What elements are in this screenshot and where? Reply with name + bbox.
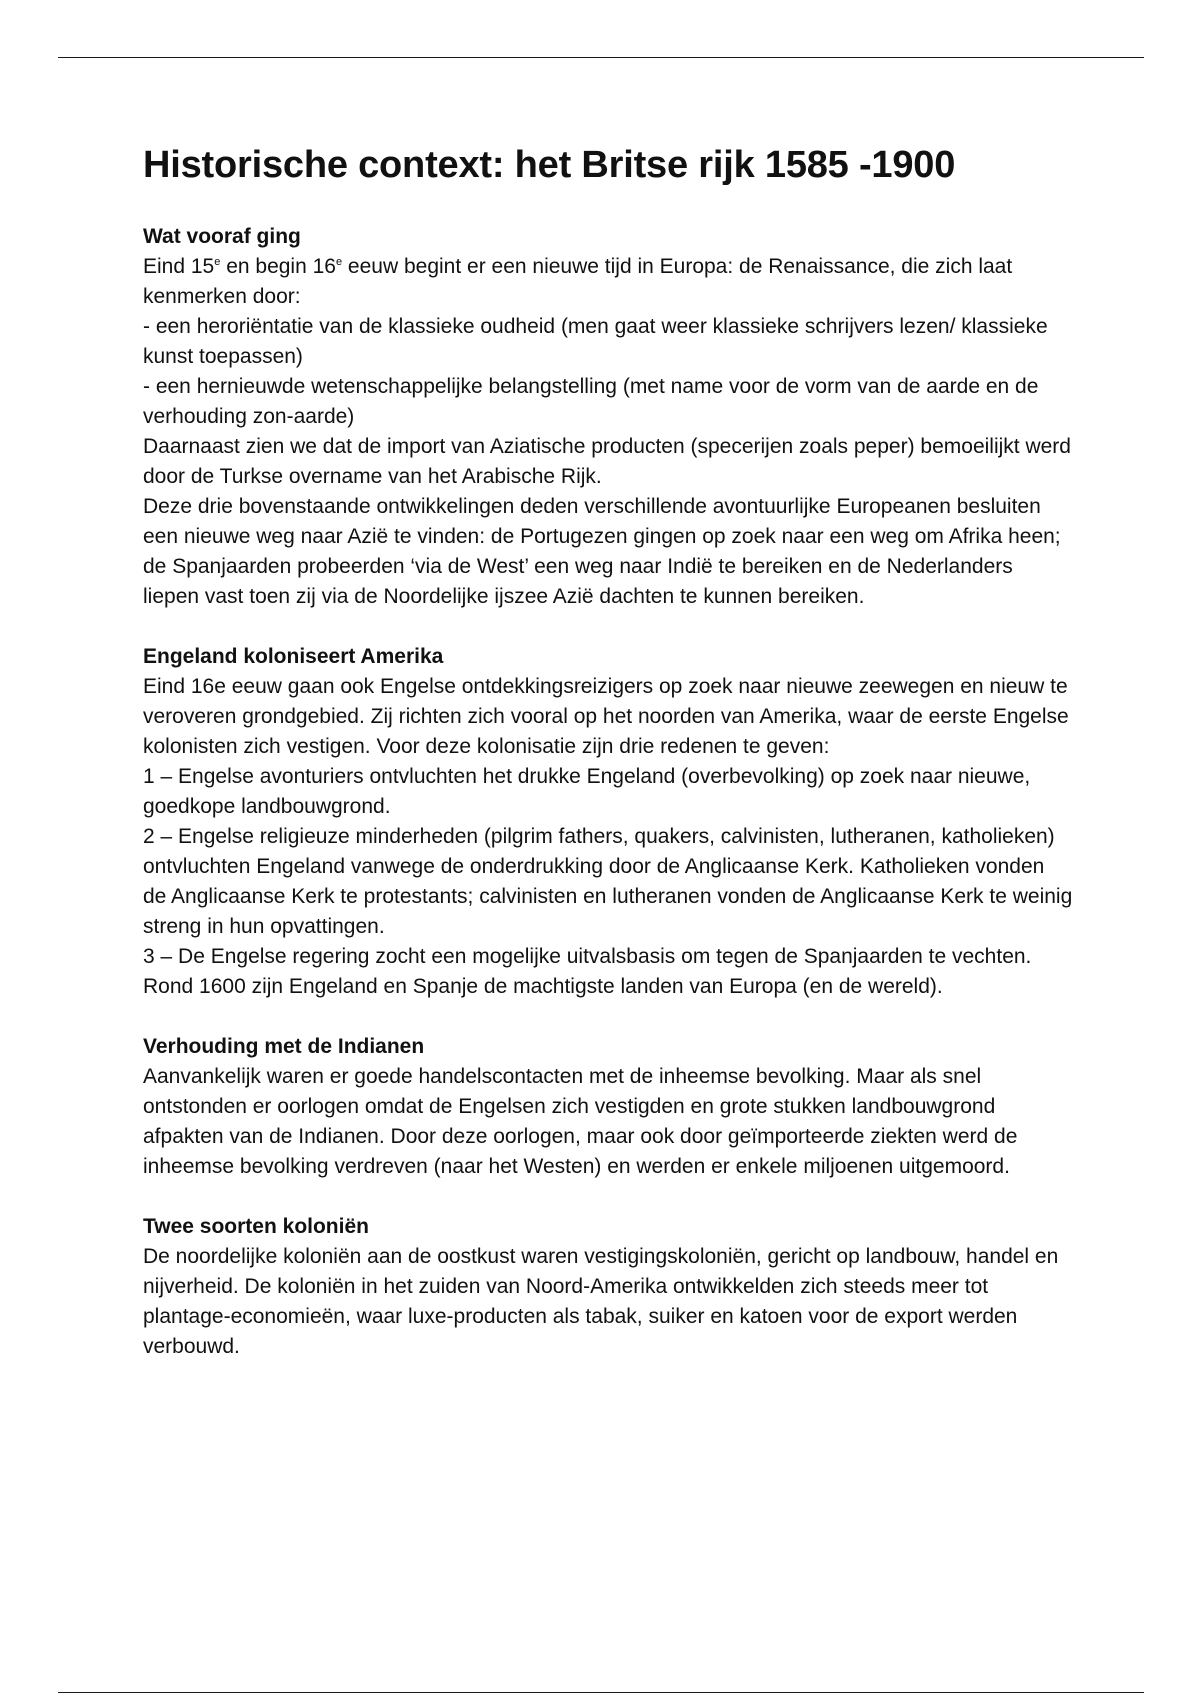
section-heading: Verhouding met de Indianen [143, 1035, 425, 1058]
section-twee-soorten-kolonien [143, 1212, 1073, 1362]
paragraph: Aanvankelijk waren er goede handelscontacten met de inheemse bevolking. Maar als snel ontstonden er oorlogen omdat de Engelsen zich vestigden en grote stukken landbouwgrond afpakten van de Indianen. Door deze oorlogen, maar ook door geïmporteerde ziekten werd de inheemse bevolking verdreven (naar het Westen) en werden er enkele miljoenen uitgemoord. [143, 1065, 1018, 1178]
document-body [143, 140, 1073, 1392]
paragraph: Deze drie bovenstaande ontwikkelingen deden verschillende avontuurlijke Europeanen besluiten een nieuwe weg naar Azië te vinden: de Portugezen gingen op zoek naar een weg om Afrika heen; de Spanjaarden probeerden ‘via de West’ een weg naar Indië te bereiken en de Nederlanders liepen vast toen zij via de Noordelijke ijszee Azië dachten te kunnen bereiken. [143, 495, 1061, 608]
paragraph: 3 – De Engelse regering zocht een mogelijke uitvalsbasis om tegen de Spanjaarden te vechten. Rond 1600 zijn Engeland en Spanje de machtigste landen van Europa (en de wereld). [143, 945, 1032, 998]
section-heading: Wat vooraf ging [143, 225, 301, 248]
section-engeland-koloniseert-amerika [143, 642, 1073, 1002]
top-divider [58, 57, 1144, 58]
bottom-divider [58, 1692, 1144, 1693]
section-verhouding-met-de-indianen [143, 1032, 1073, 1182]
text-segment: eeuw begint er een nieuwe tijd in Europa: de Renaissance, die zich laat kenmerken door: [143, 255, 1013, 308]
text-segment: Eind 15 [143, 255, 215, 278]
section-heading: Twee soorten koloniën [143, 1215, 369, 1238]
paragraph: 2 – Engelse religieuze minderheden (pilgrim fathers, quakers, calvinisten, lutheranen, katholieken) ontvluchten Engeland vanwege de onderdrukking door de Anglicaanse Kerk. Katholieken vonden de Anglicaanse Kerk te protestants; calvinisten en lutheranen vonden de Anglicaanse Kerk te weinig streng in hun opvattingen. [143, 825, 1073, 938]
document-title: Historische context: het Britse rijk 1585 -1900 [143, 144, 956, 186]
paragraph: Eind 16e eeuw gaan ook Engelse ontdekkingsreizigers op zoek naar nieuwe zeewegen en nieuw te veroveren grondgebied. Zij richten zich vooral op het noorden van Amerika, waar de eerste Engelse kolonisten zich vestigen. Voor deze kolonisatie zijn drie redenen te geven: [143, 675, 1069, 758]
paragraph: 1 – Engelse avonturiers ontvluchten het drukke Engeland (overbevolking) op zoek naar nieuwe, goedkope landbouwgrond. [143, 765, 1031, 818]
superscript: e [335, 256, 343, 268]
section-heading: Engeland koloniseert Amerika [143, 645, 444, 668]
paragraph [143, 252, 1073, 312]
text-segment: en begin 16 [220, 255, 336, 278]
paragraph: Daarnaast zien we dat de import van Aziatische producten (specerijen zoals peper) bemoeilijkt werd door de Turkse overname van het Arabische Rijk. [143, 435, 1071, 488]
paragraph: - een heroriëntatie van de klassieke oudheid (men gaat weer klassieke schrijvers lezen/ klassieke kunst toepassen) [143, 315, 1048, 368]
paragraph: De noordelijke koloniën aan de oostkust waren vestigingskoloniën, gericht op landbouw, handel en nijverheid. De koloniën in het zuiden van Noord-Amerika ontwikkelden zich steeds meer tot plantage-economieën, waar luxe-producten als tabak, suiker en katoen voor de export werden verbouwd. [143, 1245, 1059, 1358]
superscript: e [214, 256, 221, 268]
paragraph: - een hernieuwde wetenschappelijke belangstelling (met name voor de vorm van de aarde en de verhouding zon-aarde) [143, 375, 1039, 428]
section-wat-vooraf-ging [143, 222, 1073, 612]
